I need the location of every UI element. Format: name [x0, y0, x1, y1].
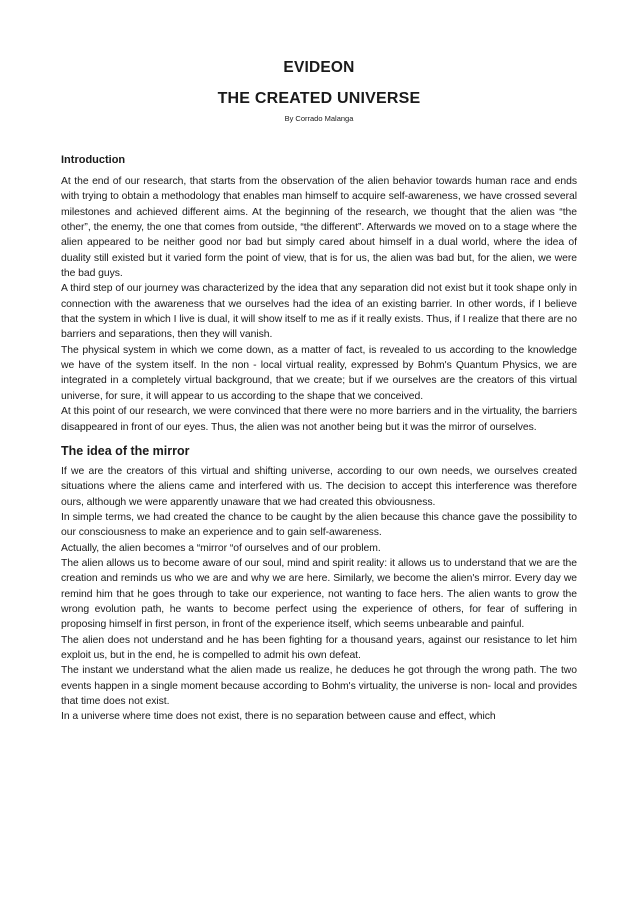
document-author: By Corrado Malanga [284, 114, 354, 123]
section-spacer [61, 435, 577, 443]
paragraph: A third step of our journey was characterized by the idea that any separation did not exist but it took shape only in connection with the awareness that we ourselves had the idea of an existing barrier. In other words, if I believe that the system in which I live is dual, it will show itself to me as if it really exists. Thus, if I realize that there are no barriers and separations, then they will vanish. [61, 283, 577, 341]
paragraph: In a universe where time does not exist, there is no separation between cause and effect, which [61, 711, 496, 723]
document-title: EVIDEON [283, 59, 355, 76]
paragraph: Actually, the alien becomes a “mirror “of ourselves and of our problem. [61, 542, 381, 554]
paragraph: The alien allows us to become aware of our soul, mind and spirit reality: it allows us to understand that we are the creation and reminds us who we are and why we are here. Similarly, we become the alien's mirror. Every day we remind him that he goes through to take our experience, not wanting to face hers. The alien wants to grow the wrong evolution path, he wants to become perfect using the experience of others, for fear of suffering in proposing himself in first person, in front of the experience itself, which seems unbearable and painful. [61, 557, 577, 631]
section-heading-mirror: The idea of the mirror [61, 443, 190, 458]
document-subtitle: THE CREATED UNIVERSE [217, 90, 421, 107]
section-heading-introduction: Introduction [61, 154, 126, 166]
paragraph: At this point of our research, we were convinced that there were no more barriers and in the virtuality, the barriers disappeared in front of our eyes. Thus, the alien was not another being but it was the mirror of ourselves. [61, 406, 577, 433]
paragraph: If we are the creators of this virtual and shifting universe, according to our own needs, we ourselves created situations where the aliens came and interfered with us. The decision to accept this interference was therefore ours, although we were apparently unaware that we had created this obviousness. [61, 465, 577, 508]
paragraph: The alien does not understand and he has been fighting for a thousand years, against our resistance to let him exploit us, but in the end, he is compelled to admit his own defeat. [61, 634, 577, 661]
paragraph: The instant we understand what the alien made us realize, he deduces he got through the wrong path. The two events happen in a single moment because according to Bohm's virtuality, the universe is non- local and provides that time does not exist. [61, 665, 577, 707]
paragraph: The physical system in which we come down, as a matter of fact, is revealed to us according to the knowledge we have of the system itself. In the non - local virtual reality, expressed by Bohm's Quantum Physics, we are integrated in a completely virtual background, that we create; but if we ourselves are the creators of this virtual universe, for sure, it will appear to us according to the shape that we conceived. [61, 344, 577, 402]
paragraph: In simple terms, we had created the chance to be caught by the alien because this chance gave the possibility to our consciousness to make an experience and to gain self-awareness. [61, 511, 577, 539]
section-body-mirror [61, 464, 577, 725]
section-body-introduction [61, 174, 577, 435]
paragraph: At the end of our research, that starts from the observation of the alien behavior towards human race and ends with trying to obtain a methodology that enables man himself to acquire self-awareness, we have crossed several milestones and achieved different aims. At the beginning of the research, we thought that the alien was “the other”, the enemy, the one that comes from outside, “the different”. Afterwards we moved on to a stage where the alien appeared to be neither good nor bad but simply cared about himself in a dual world, where the idea of duality still existed but it varied form the point of view, that is for us, the alien was bad but, for the alien, we were the bad guys. [61, 176, 577, 280]
